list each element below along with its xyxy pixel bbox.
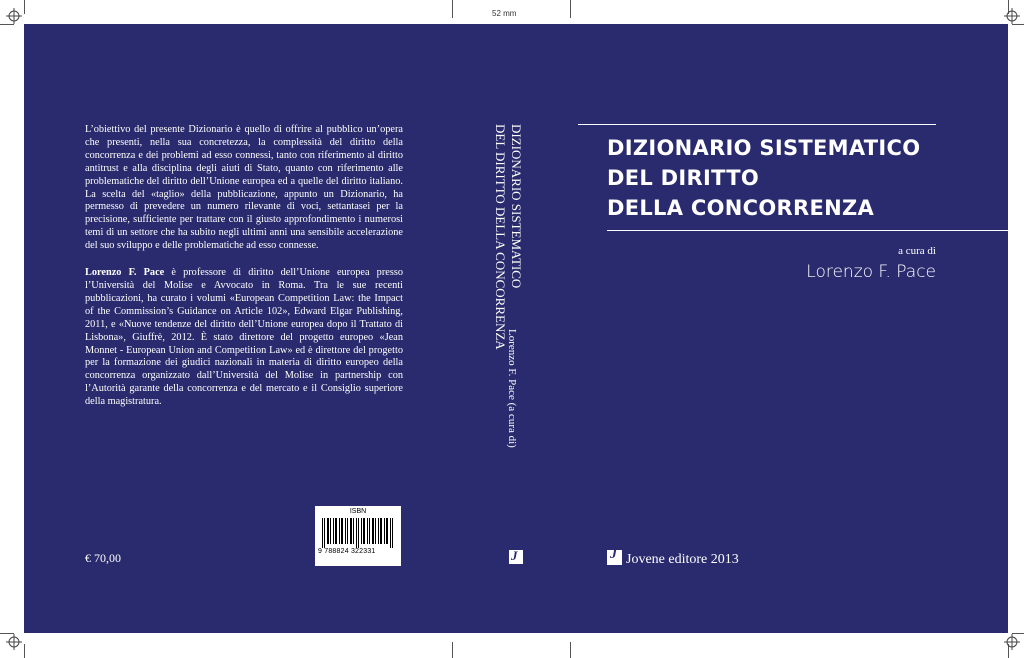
author-bio	[85, 267, 403, 409]
edited-by-label: a cura di	[898, 245, 936, 257]
back-cover-text	[85, 124, 403, 423]
registration-mark-icon	[6, 634, 22, 650]
crop-mark	[1012, 24, 1024, 25]
publisher-logo-icon	[509, 550, 523, 564]
isbn-label: ISBN	[349, 508, 367, 515]
synopsis-paragraph: L’obiettivo del presente Dizionario è quello di offrire al pubblico un’opera che presenti, nella sua concretezza, la complessità del diritto della concorrenza e dei problemi ad esso connessi, tanto con riferimento al diritto antitrust e alla disciplina degli aiuti di Stato, quanto con riferimento alle problematiche del diritto dell’Unione europea ed a quelle del diritto italiano. La scelta del «taglio» della pubblicazione, appunto un Dizionario, ha permesso di prevedere un numero rilevante di voci, settantasei per la precisione, sufficiente per trattare con il giusto approfondimento i numerosi temi di un settore che ha subito negli ultimi anni una sensibile accelerazione del suo sviluppo e delle problematiche ad esso connesse.	[85, 124, 403, 252]
crop-mark	[0, 24, 14, 25]
crop-mark	[452, 642, 453, 658]
publisher-name: Jovene editore 2013	[626, 552, 739, 567]
isbn-barcode	[315, 506, 401, 566]
price: € 70,00	[85, 551, 121, 565]
bio-author-name: Lorenzo F. Pace	[85, 267, 165, 279]
title-rule-top	[578, 124, 936, 125]
publisher-logo-icon	[607, 547, 622, 565]
title-line: DELLA CONCORRENZA	[607, 196, 875, 220]
bio-text: è professore di diritto dell’Unione europea presso l’Università del Molise e Avvocato in Roma. Tra le sue recenti pubblicazioni, ha curato i volumi «European Competition Law: the Impact of the Commission’s Guidance on Article 102», Edward Elgar Publishing, 2011, e «Nuove tendenze del diritto dell’Unione europea dopo il Trattato di Lisbona», Giuffrè, 2012. È stato direttore del progetto europeo «Jean Monnet - European Union and Competition Law» ed è direttore del progetto per la formazione dei giudici nazionali in materia di diritto europeo della concorrenza organizzato dall’Università del Molise in partnership con l’Autorità garante della concorrenza e del mercato e il Consiglio superiore della magistratura.	[85, 267, 403, 408]
front-logo-letter: J	[610, 547, 617, 562]
spine-title-line1: DIZIONARIO SISTEMATICO	[509, 124, 524, 289]
spine-title-line2: DEL DIRITTO DELLA CONCORRENZA	[493, 124, 508, 350]
spine-author: Lorenzo F. Pace (a cura di)	[506, 329, 518, 448]
spine-width-label: 52 mm	[492, 9, 517, 18]
isbn-number: 9 788824 322331	[318, 548, 376, 555]
crop-mark	[24, 644, 25, 658]
registration-mark-icon	[1004, 8, 1020, 24]
publisher-line	[607, 547, 739, 568]
registration-mark-icon	[1004, 634, 1020, 650]
title-line: DIZIONARIO SISTEMATICO	[607, 136, 921, 160]
spine-logo-letter: J	[511, 548, 518, 563]
author-name: Lorenzo F. Pace	[806, 262, 936, 282]
crop-mark	[570, 0, 571, 18]
title-line: DEL DIRITTO	[607, 166, 759, 190]
title-rule-bottom	[607, 230, 1008, 231]
book-cover	[24, 24, 1008, 633]
book-title	[607, 133, 920, 223]
crop-mark	[570, 642, 571, 658]
barcode-icon	[322, 518, 394, 548]
registration-mark-icon	[6, 8, 22, 24]
crop-mark	[452, 0, 453, 18]
crop-mark	[24, 0, 25, 14]
